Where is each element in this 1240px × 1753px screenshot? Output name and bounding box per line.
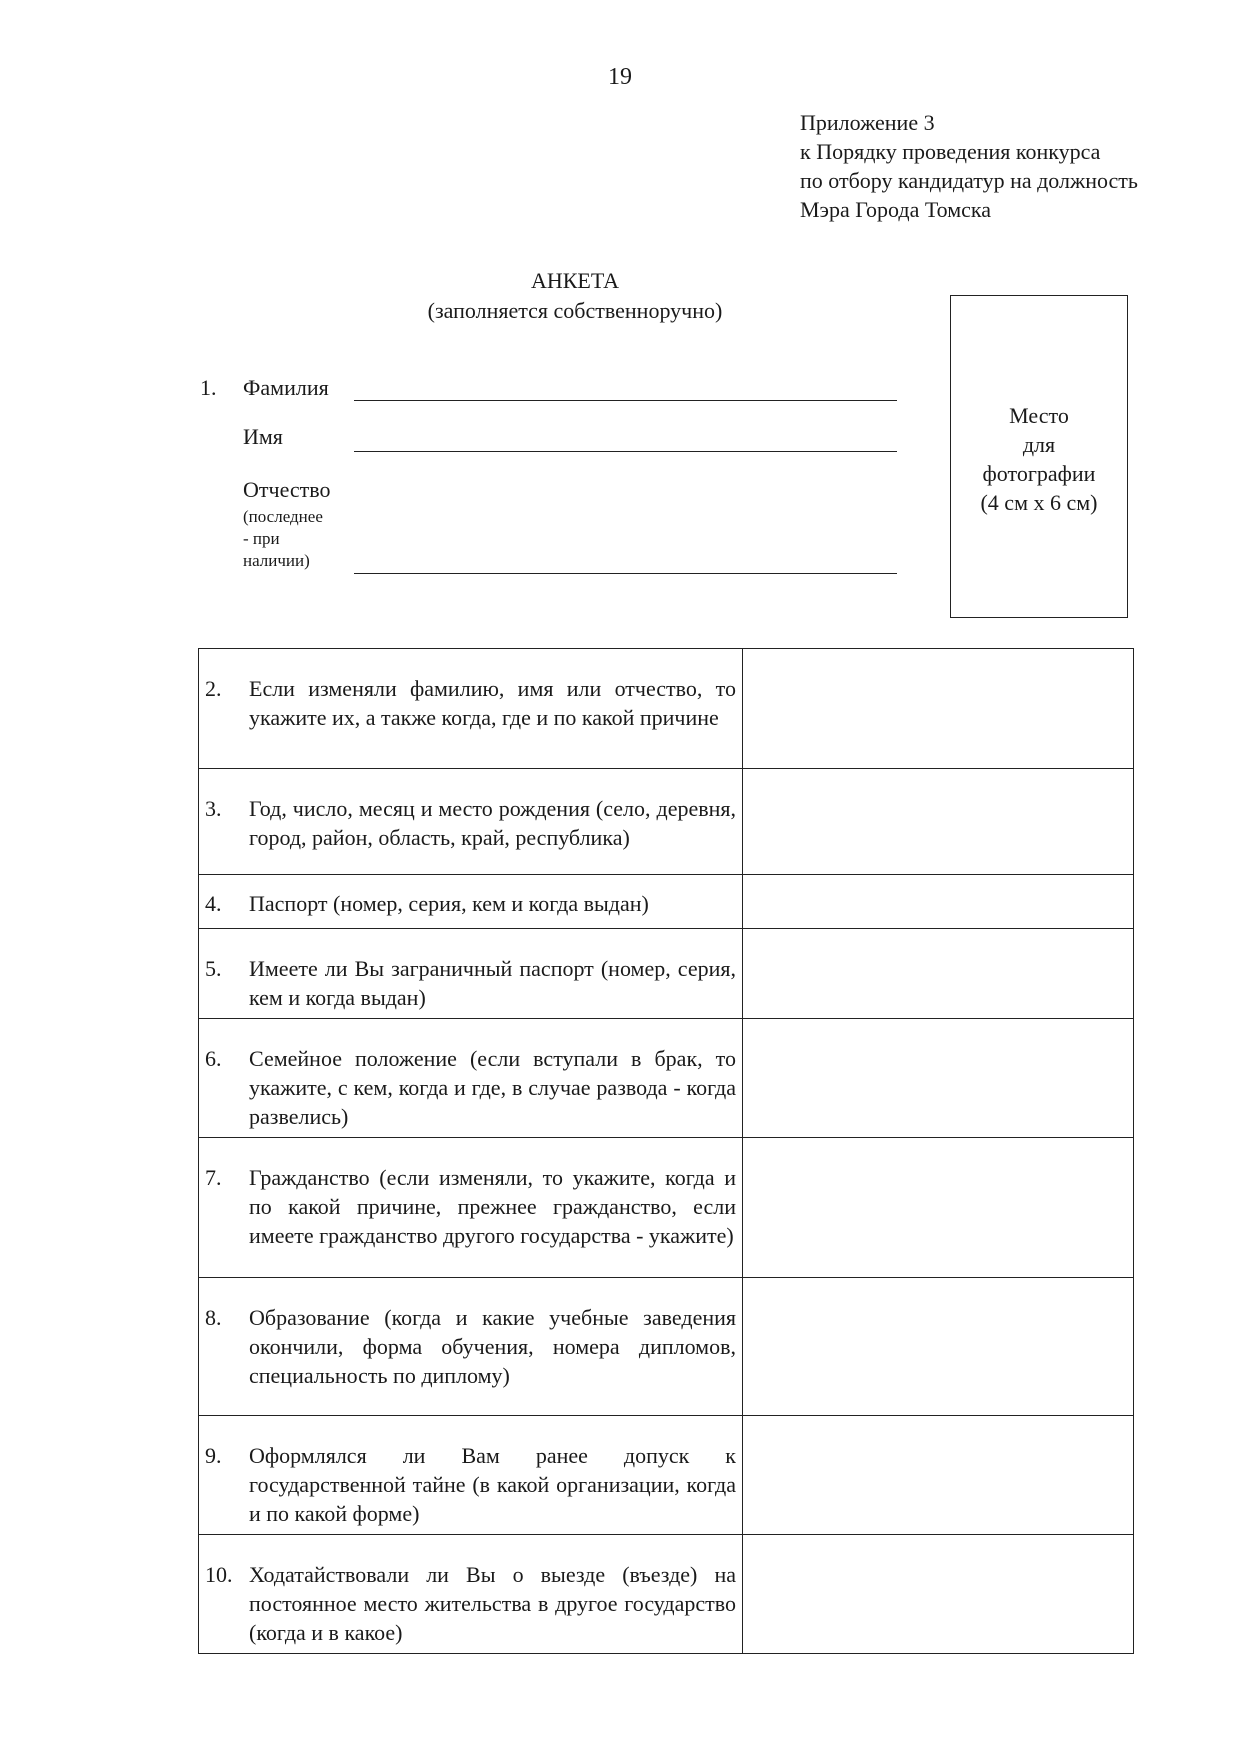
question-cell: [199, 875, 743, 929]
answer-cell[interactable]: [743, 875, 1134, 929]
question-text: Ходатайствовали ли Вы о выезде (въезде) на постоянное место жительства в другое государство (когда и в какое): [249, 1562, 736, 1645]
question-text: Оформлялся ли Вам ранее допуск к государственной тайне (в какой организации, когда и по какой форме): [249, 1443, 736, 1526]
table-row: [199, 1138, 1134, 1278]
photo-caption-line: Место: [1009, 403, 1069, 428]
question-number: 5.: [205, 956, 222, 981]
photo-caption-line: (4 см х 6 см): [980, 490, 1098, 515]
question-text: Гражданство (если изменяли, то укажите, когда и по какой причине, прежнее гражданство, если имеете гражданство другого государства - укажите): [249, 1165, 736, 1248]
question-number: 2.: [205, 676, 222, 701]
table-row: [199, 769, 1134, 875]
photo-caption-line: для: [1022, 432, 1056, 457]
table-row: [199, 875, 1134, 929]
question-text: Год, число, месяц и место рождения (село, деревня, город, район, область, край, республика): [249, 796, 736, 850]
appendix-line: по отбору кандидатур на должность: [800, 168, 1138, 193]
question-number: 9.: [205, 1443, 222, 1468]
page-number: 19: [608, 64, 632, 90]
question-cell: [199, 1278, 743, 1416]
table-row: [199, 1416, 1134, 1535]
patronymic-note-line: (последнее: [243, 507, 323, 526]
answer-cell[interactable]: [743, 929, 1134, 1019]
photo-placeholder[interactable]: [950, 295, 1128, 618]
patronymic-note-line: наличии): [243, 551, 310, 570]
answer-cell[interactable]: [743, 649, 1134, 769]
answer-cell[interactable]: [743, 1019, 1134, 1138]
surname-field[interactable]: [354, 400, 897, 401]
question-cell: [199, 649, 743, 769]
questionnaire-table: [198, 648, 1134, 1654]
form-subtitle: (заполняется собственноручно): [427, 298, 723, 323]
form-title: АНКЕТА: [530, 268, 620, 293]
patronymic-label: Отчество: [243, 477, 331, 502]
answer-cell[interactable]: [743, 769, 1134, 875]
question-cell: [199, 1138, 743, 1278]
question-number: 6.: [205, 1046, 222, 1071]
answer-cell[interactable]: [743, 1535, 1134, 1654]
question-cell: [199, 769, 743, 875]
appendix-line: к Порядку проведения конкурса: [800, 139, 1101, 164]
patronymic-note: [243, 506, 323, 572]
question-text: Имеете ли Вы заграничный паспорт (номер, серия, кем и когда выдан): [249, 956, 736, 1010]
question-text: Паспорт (номер, серия, кем и когда выдан): [249, 891, 649, 916]
patronymic-field[interactable]: [354, 573, 897, 574]
question-number: 10.: [205, 1562, 233, 1587]
surname-label: Фамилия: [243, 375, 329, 400]
question-text: Образование (когда и какие учебные заведения окончили, форма обучения, номера дипломов, специальность по диплому): [249, 1305, 736, 1388]
answer-cell[interactable]: [743, 1278, 1134, 1416]
question-number: 7.: [205, 1165, 222, 1190]
table-row: [199, 929, 1134, 1019]
question-number: 4.: [205, 891, 222, 916]
question-cell: [199, 1019, 743, 1138]
table-row: [199, 1019, 1134, 1138]
first-name-field[interactable]: [354, 451, 897, 452]
answer-cell[interactable]: [743, 1416, 1134, 1535]
question-number: 3.: [205, 796, 222, 821]
appendix-line: Приложение 3: [800, 110, 935, 135]
appendix-line: Мэра Города Томска: [800, 197, 992, 222]
table-row: [199, 1278, 1134, 1416]
question-text: Семейное положение (если вступали в брак, то укажите, с кем, когда и где, в случае развода - когда развелись): [249, 1046, 736, 1129]
appendix-header: [800, 108, 1138, 224]
question-text: Если изменяли фамилию, имя или отчество, то укажите их, а также когда, где и по какой причине: [249, 676, 736, 730]
question-number: 8.: [205, 1305, 222, 1330]
photo-caption: [964, 401, 1114, 517]
question-cell: [199, 929, 743, 1019]
table-row: [199, 649, 1134, 769]
question-cell: [199, 1416, 743, 1535]
photo-caption-line: фотографии: [982, 461, 1096, 486]
patronymic-note-line: - при: [243, 529, 280, 548]
name-section-number: 1.: [200, 375, 217, 400]
table-row: [199, 1535, 1134, 1654]
first-name-label: Имя: [243, 424, 283, 449]
answer-cell[interactable]: [743, 1138, 1134, 1278]
question-cell: [199, 1535, 743, 1654]
